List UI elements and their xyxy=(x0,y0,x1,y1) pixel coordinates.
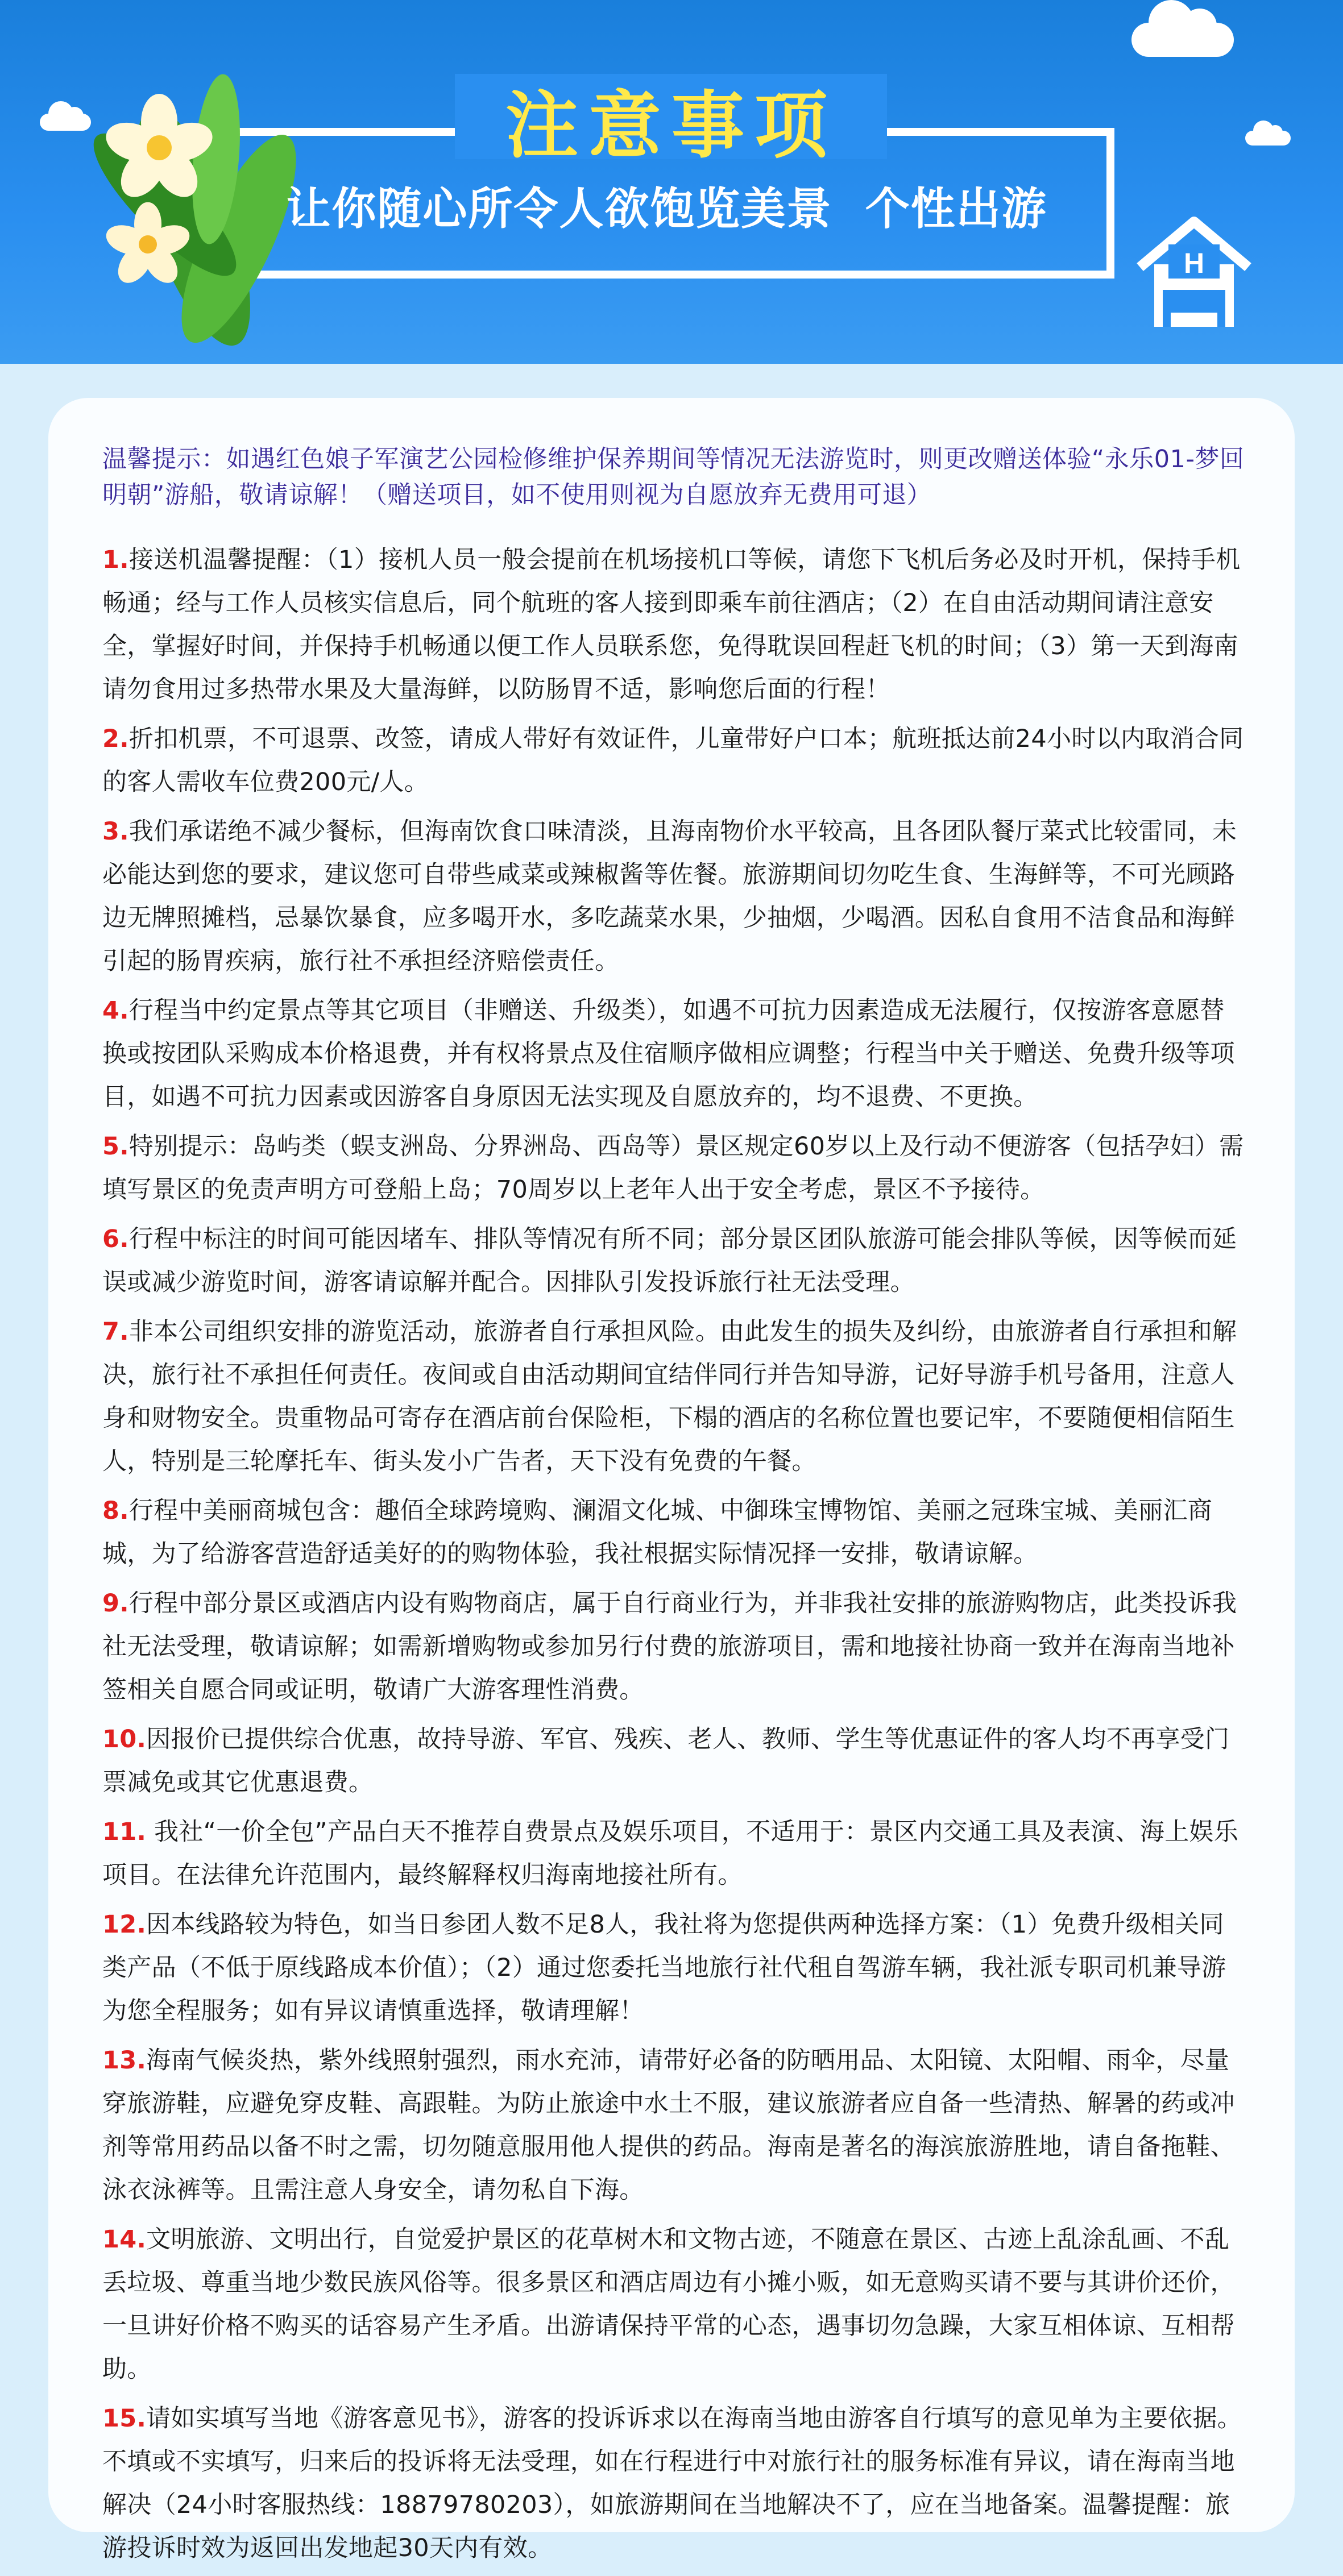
item-number: 10. xyxy=(102,1725,147,1754)
item-text: 行程中美丽商城包含：趣佰全球跨境购、澜湄文化城、中御珠宝博物馆、美丽之冠珠宝城、美丽汇商城，为了给游客营造舒适美好的的购物体验，我社根据实际情况择一安排，敬请谅解。 xyxy=(102,1497,1213,1568)
item-number: 6. xyxy=(102,1225,129,1253)
item-text: 行程中标注的时间可能因堵车、排队等情况有所不同；部分景区团队旅游可能会排队等候，因等候而延误或减少游览时间，游客请谅解并配合。因排队引发投诉旅行社无法受理。 xyxy=(102,1225,1237,1297)
list-item xyxy=(102,538,1245,711)
item-number: 8. xyxy=(102,1497,129,1525)
item-number: 7. xyxy=(102,1318,129,1346)
notice-text: 温馨提示：如遇红色娘子军演艺公园检修维护保养期间等情况无法游览时，则更改赠送体验“永乐01-梦回明朝”游船，敬请谅解！（赠送项目，如不使用则视为自愿放弃无费用可退） xyxy=(102,445,1245,509)
page-title: 注意事项 xyxy=(505,84,838,168)
item-number: 13. xyxy=(102,2046,147,2075)
list-item xyxy=(102,1810,1245,1897)
list-item xyxy=(102,1218,1245,1304)
list-item xyxy=(102,1489,1245,1576)
page-subtitle: 让你随心所令人欲饱览美景 个性出游 xyxy=(286,183,1047,235)
item-number: 15. xyxy=(102,2404,147,2433)
cloud-decoration xyxy=(1131,23,1234,57)
item-number: 1. xyxy=(102,546,129,574)
item-text: 特别提示：岛屿类（蜈支洲岛、分界洲岛、西岛等）景区规定60岁以上及行动不便游客（包括孕妇）需填写景区的免责声明方可登船上岛；70周岁以上老年人出于安全考虑，景区不予接待。 xyxy=(102,1132,1244,1204)
item-number: 5. xyxy=(102,1132,129,1161)
item-number: 12. xyxy=(102,1910,147,1939)
list-item xyxy=(102,2218,1245,2391)
list-item xyxy=(102,810,1245,983)
hotel-icon xyxy=(1129,210,1259,335)
item-text: 行程当中约定景点等其它项目（非赠送、升级类），如遇不可抗力因素造成无法履行，仅按游客意愿替换或按团队采购成本价格退费，并有权将景点及住宿顺序做相应调整；行程当中关于赠送、免费升级等项目，如遇不可抗力因素或因游客自身原因无法实现及自愿放弃的，均不退费、不更换。 xyxy=(102,996,1235,1111)
item-text: 请如实填写当地《游客意见书》，游客的投诉诉求以在海南当地由游客自行填写的意见单为主要依据。不填或不实填写，归来后的投诉将无法受理，如在行程进行中对旅行社的服务标准有异议，请在海南当地解决（24小时客服热线：18879780203），如旅游期间在当地解决不了，应在当地备案。温馨提醒：旅游投诉时效为返回出发地起30天内有效。 xyxy=(102,2404,1242,2562)
header-banner xyxy=(0,0,1343,364)
item-text: 海南气候炎热，紫外线照射强烈，雨水充沛，请带好必备的防晒用品、太阳镜、太阳帽、雨伞，尽量穿旅游鞋，应避免穿皮鞋、高跟鞋。为防止旅途中水土不服，建议旅游者应自备一些清热、解暑的药或冲剂等常用药品以备不时之需，切勿随意服用他人提供的药品。海南是著名的海滨旅游胜地，请自备拖鞋、泳衣泳裤等。且需注意人身安全，请勿私自下海。 xyxy=(102,2046,1235,2204)
item-text: 因本线路较为特色，如当日参团人数不足8人，我社将为您提供两种选择方案：（1）免费升级相关同类产品（不低于原线路成本价值）；（2）通过您委托当地旅行社代租自驾游车辆，我社派专职司机兼导游为您全程服务；如有异议请慎重选择，敬请理解！ xyxy=(102,1910,1226,2025)
item-text: 文明旅游、文明出行，自觉爱护景区的花草树木和文物古迹，不随意在景区、古迹上乱涂乱画、不乱丢垃圾、尊重当地少数民族风俗等。很多景区和酒店周边有小摊小贩，如无意购买请不要与其讲价还价，一旦讲好价格不购买的话容易产生矛盾。出游请保持平常的心态，遇事切勿急躁，大家互相体谅、互相帮助。 xyxy=(102,2225,1235,2383)
item-text: 我们承诺绝不减少餐标，但海南饮食口味清淡，且海南物价水平较高，且各团队餐厅菜式比较雷同，未必能达到您的要求，建议您可自带些咸菜或辣椒酱等佐餐。旅游期间切勿吃生食、生海鲜等，不可光顾路边无牌照摊档，忌暴饮暴食，应多喝开水，多吃蔬菜水果，少抽烟，少喝酒。因私自食用不洁食品和海鲜引起的肠胃疾病，旅行社不承担经济赔偿责任。 xyxy=(102,817,1237,975)
list-item xyxy=(102,1718,1245,1804)
list-item xyxy=(102,1903,1245,2033)
notice-list xyxy=(102,538,1245,2576)
list-item xyxy=(102,2397,1245,2570)
item-number: 14. xyxy=(102,2225,147,2254)
item-text: 接送机温馨提醒：（1）接机人员一般会提前在机场接机口等候，请您下飞机后务必及时开机，保持手机畅通；经与工作人员核实信息后，同个航班的客人接到即乘车前往酒店；（2）在自由活动期间请注意安全，掌握好时间，并保持手机畅通以便工作人员联系您，免得耽误回程赶飞机的时间；（3）第一天到海南请勿食用过多热带水果及大量海鲜，以防肠胃不适，影响您后面的行程！ xyxy=(102,546,1241,704)
item-number: 3. xyxy=(102,817,129,846)
item-text: 因报价已提供综合优惠，故持导游、军官、残疾、老人、教师、学生等优惠证件的客人均不再享受门票减免或其它优惠退费。 xyxy=(102,1725,1230,1797)
item-number: 9. xyxy=(102,1589,129,1618)
list-item xyxy=(102,989,1245,1119)
item-number: 4. xyxy=(102,996,129,1025)
list-item xyxy=(102,717,1245,804)
item-text: 非本公司组织安排的游览活动，旅游者自行承担风险。由此发生的损失及纠纷，由旅游者自行承担和解决，旅行社不承担任何责任。夜间或自由活动期间宜结伴同行并告知导游，记好导游手机号备用，注意人身和财物安全。贵重物品可寄存在酒店前台保险柜，下榻的酒店的名称位置也要记牢，不要随便相信陌生人，特别是三轮摩托车、街头发小广告者，天下没有免费的午餐。 xyxy=(102,1318,1237,1476)
item-number: 2. xyxy=(102,725,129,753)
list-item xyxy=(102,1310,1245,1483)
svg-text:H: H xyxy=(1183,247,1205,279)
item-text: 行程中部分景区或酒店内设有购物商店，属于自行商业行为，并非我社安排的旅游购物店，此类投诉我社无法受理，敬请谅解；如需新增购物或参加另行付费的旅游项目，需和地接社协商一致并在海南当地补签相关自愿合同或证明，敬请广大游客理性消费。 xyxy=(102,1589,1237,1704)
list-item xyxy=(102,1125,1245,1211)
item-text: 折扣机票，不可退票、改签，请成人带好有效证件，儿童带好户口本；航班抵达前24小时以内取消合同的客人需收车位费200元/人。 xyxy=(102,725,1244,796)
list-item xyxy=(102,1582,1245,1711)
item-number: 11. xyxy=(102,1818,147,1846)
list-item xyxy=(102,2039,1245,2212)
item-text: 我社“一价全包”产品白天不推荐自费景点及娱乐项目，不适用于：景区内交通工具及表演、海上娱乐项目。在法律允许范围内，最终解释权归海南地接社所有。 xyxy=(102,1818,1239,1889)
